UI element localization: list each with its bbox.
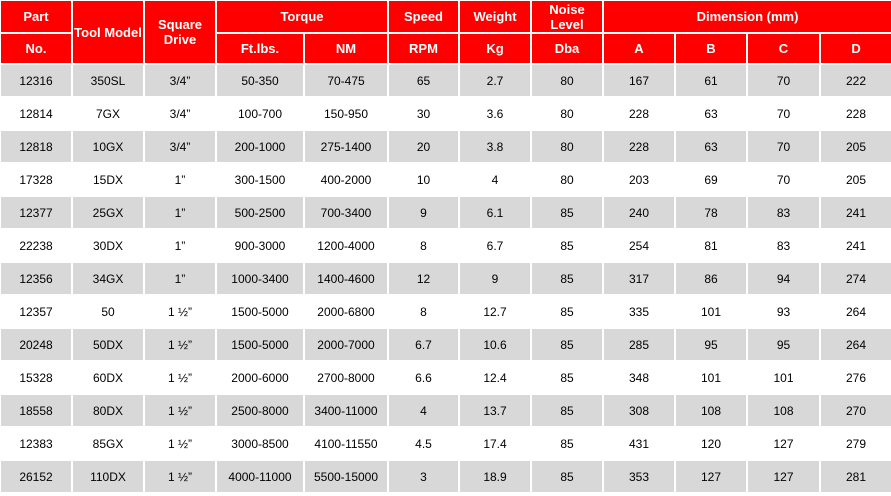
dim-b-cell: 69	[676, 164, 746, 195]
weight-kg-cell: 17.4	[460, 428, 530, 459]
dim-b-cell: 61	[676, 65, 746, 96]
table-row	[1, 428, 891, 459]
torque-nm-cell: 3400-11000	[305, 395, 387, 426]
noise-dba-cell: 85	[532, 230, 602, 261]
tool-model-cell: 30DX	[73, 230, 143, 261]
square-drive-cell: 3/4”	[145, 98, 215, 129]
square-drive-cell: 1 ½”	[145, 296, 215, 327]
header-row-top	[1, 1, 891, 32]
dim-b-cell: 120	[676, 428, 746, 459]
tool-model-cell: 350SL	[73, 65, 143, 96]
dim-a-cell: 240	[604, 197, 674, 228]
torque-ftlbs-cell: 1500-5000	[217, 329, 303, 360]
header-ftlbs: Ft.lbs.	[217, 34, 303, 63]
speed-rpm-cell: 12	[389, 263, 458, 294]
noise-dba-cell: 85	[532, 197, 602, 228]
header-part: Part	[1, 1, 71, 32]
torque-nm-cell: 275-1400	[305, 131, 387, 162]
dim-d-cell: 205	[821, 131, 891, 162]
weight-kg-cell: 10.6	[460, 329, 530, 360]
torque-nm-cell: 70-475	[305, 65, 387, 96]
torque-ftlbs-cell: 50-350	[217, 65, 303, 96]
dim-c-cell: 70	[748, 131, 819, 162]
tool-model-cell: 80DX	[73, 395, 143, 426]
tool-model-cell: 85GX	[73, 428, 143, 459]
weight-kg-cell: 3.8	[460, 131, 530, 162]
dim-d-cell: 264	[821, 296, 891, 327]
dim-b-cell: 86	[676, 263, 746, 294]
part-no-cell: 20248	[1, 329, 71, 360]
weight-kg-cell: 9	[460, 263, 530, 294]
table-row	[1, 362, 891, 393]
torque-nm-cell: 1400-4600	[305, 263, 387, 294]
dim-c-cell: 95	[748, 329, 819, 360]
tool-model-cell: 25GX	[73, 197, 143, 228]
speed-rpm-cell: 4	[389, 395, 458, 426]
dim-d-cell: 241	[821, 197, 891, 228]
header-torque: Torque	[217, 1, 387, 32]
tool-model-cell: 10GX	[73, 131, 143, 162]
header-kg: Kg	[460, 34, 530, 63]
dim-d-cell: 205	[821, 164, 891, 195]
table-row	[1, 98, 891, 129]
dim-d-cell: 264	[821, 329, 891, 360]
dim-b-cell: 81	[676, 230, 746, 261]
table-row	[1, 65, 891, 96]
dim-b-cell: 127	[676, 461, 746, 492]
torque-nm-cell: 4100-11550	[305, 428, 387, 459]
weight-kg-cell: 18.9	[460, 461, 530, 492]
dim-b-cell: 78	[676, 197, 746, 228]
tool-model-cell: 60DX	[73, 362, 143, 393]
dim-b-cell: 63	[676, 131, 746, 162]
noise-dba-cell: 85	[532, 461, 602, 492]
speed-rpm-cell: 9	[389, 197, 458, 228]
dim-a-cell: 285	[604, 329, 674, 360]
speed-rpm-cell: 6.6	[389, 362, 458, 393]
header-noise-level: Noise Level	[532, 1, 602, 32]
speed-rpm-cell: 6.7	[389, 329, 458, 360]
torque-ftlbs-cell: 2500-8000	[217, 395, 303, 426]
part-no-cell: 15328	[1, 362, 71, 393]
dim-c-cell: 83	[748, 230, 819, 261]
torque-ftlbs-cell: 200-1000	[217, 131, 303, 162]
table-row	[1, 296, 891, 327]
torque-ftlbs-cell: 500-2500	[217, 197, 303, 228]
square-drive-cell: 1 ½”	[145, 428, 215, 459]
dim-b-cell: 108	[676, 395, 746, 426]
square-drive-cell: 1 ½”	[145, 362, 215, 393]
dim-c-cell: 108	[748, 395, 819, 426]
dim-a-cell: 353	[604, 461, 674, 492]
part-no-cell: 12316	[1, 65, 71, 96]
table-row	[1, 329, 891, 360]
dim-d-cell: 279	[821, 428, 891, 459]
noise-dba-cell: 85	[532, 428, 602, 459]
square-drive-cell: 3/4”	[145, 131, 215, 162]
tool-model-cell: 110DX	[73, 461, 143, 492]
dim-c-cell: 83	[748, 197, 819, 228]
weight-kg-cell: 3.6	[460, 98, 530, 129]
dim-a-cell: 335	[604, 296, 674, 327]
square-drive-cell: 1 ½”	[145, 395, 215, 426]
tool-model-cell: 50DX	[73, 329, 143, 360]
torque-nm-cell: 150-950	[305, 98, 387, 129]
table-header	[1, 1, 891, 63]
dim-a-cell: 348	[604, 362, 674, 393]
dim-c-cell: 94	[748, 263, 819, 294]
square-drive-cell: 1 ½”	[145, 329, 215, 360]
weight-kg-cell: 4	[460, 164, 530, 195]
torque-nm-cell: 700-3400	[305, 197, 387, 228]
header-rpm: RPM	[389, 34, 458, 63]
header-dim-a: A	[604, 34, 674, 63]
tool-model-cell: 7GX	[73, 98, 143, 129]
dim-d-cell: 274	[821, 263, 891, 294]
header-part-no: No.	[1, 34, 71, 63]
weight-kg-cell: 13.7	[460, 395, 530, 426]
square-drive-cell: 1”	[145, 164, 215, 195]
torque-ftlbs-cell: 900-3000	[217, 230, 303, 261]
torque-ftlbs-cell: 2000-6000	[217, 362, 303, 393]
dim-b-cell: 101	[676, 296, 746, 327]
noise-dba-cell: 85	[532, 296, 602, 327]
noise-dba-cell: 80	[532, 65, 602, 96]
dim-c-cell: 70	[748, 65, 819, 96]
dim-d-cell: 228	[821, 98, 891, 129]
dim-a-cell: 308	[604, 395, 674, 426]
dim-a-cell: 228	[604, 98, 674, 129]
part-no-cell: 12814	[1, 98, 71, 129]
torque-nm-cell: 1200-4000	[305, 230, 387, 261]
square-drive-cell: 1”	[145, 263, 215, 294]
dim-b-cell: 95	[676, 329, 746, 360]
speed-rpm-cell: 65	[389, 65, 458, 96]
noise-dba-cell: 80	[532, 164, 602, 195]
header-dim-b: B	[676, 34, 746, 63]
speed-rpm-cell: 8	[389, 296, 458, 327]
torque-ftlbs-cell: 3000-8500	[217, 428, 303, 459]
weight-kg-cell: 12.7	[460, 296, 530, 327]
table-row	[1, 131, 891, 162]
torque-nm-cell: 2000-7000	[305, 329, 387, 360]
noise-dba-cell: 80	[532, 98, 602, 129]
dim-a-cell: 431	[604, 428, 674, 459]
part-no-cell: 12383	[1, 428, 71, 459]
part-no-cell: 12818	[1, 131, 71, 162]
speed-rpm-cell: 10	[389, 164, 458, 195]
table-row	[1, 461, 891, 492]
dim-c-cell: 127	[748, 428, 819, 459]
dim-d-cell: 270	[821, 395, 891, 426]
dim-c-cell: 127	[748, 461, 819, 492]
noise-dba-cell: 85	[532, 362, 602, 393]
speed-rpm-cell: 8	[389, 230, 458, 261]
part-no-cell: 17328	[1, 164, 71, 195]
torque-ftlbs-cell: 4000-11000	[217, 461, 303, 492]
dim-a-cell: 203	[604, 164, 674, 195]
dim-d-cell: 281	[821, 461, 891, 492]
dim-c-cell: 70	[748, 164, 819, 195]
dim-c-cell: 70	[748, 98, 819, 129]
square-drive-cell: 1 ½”	[145, 461, 215, 492]
part-no-cell: 26152	[1, 461, 71, 492]
speed-rpm-cell: 4.5	[389, 428, 458, 459]
noise-dba-cell: 85	[532, 395, 602, 426]
header-nm: NM	[305, 34, 387, 63]
dim-b-cell: 63	[676, 98, 746, 129]
table-row	[1, 164, 891, 195]
part-no-cell: 12356	[1, 263, 71, 294]
dim-d-cell: 276	[821, 362, 891, 393]
noise-dba-cell: 80	[532, 131, 602, 162]
weight-kg-cell: 2.7	[460, 65, 530, 96]
noise-dba-cell: 85	[532, 263, 602, 294]
header-dba: Dba	[532, 34, 602, 63]
square-drive-cell: 3/4”	[145, 65, 215, 96]
dim-a-cell: 317	[604, 263, 674, 294]
table-row	[1, 230, 891, 261]
torque-ftlbs-cell: 1500-5000	[217, 296, 303, 327]
table-row	[1, 197, 891, 228]
dim-a-cell: 167	[604, 65, 674, 96]
table-row	[1, 395, 891, 426]
speed-rpm-cell: 20	[389, 131, 458, 162]
header-tool-model: Tool Model	[73, 1, 143, 63]
dim-c-cell: 93	[748, 296, 819, 327]
weight-kg-cell: 12.4	[460, 362, 530, 393]
square-drive-cell: 1”	[145, 197, 215, 228]
torque-nm-cell: 5500-15000	[305, 461, 387, 492]
header-weight: Weight	[460, 1, 530, 32]
torque-ftlbs-cell: 100-700	[217, 98, 303, 129]
torque-nm-cell: 2700-8000	[305, 362, 387, 393]
header-dimension: Dimension (mm)	[604, 1, 891, 32]
weight-kg-cell: 6.1	[460, 197, 530, 228]
table-row	[1, 263, 891, 294]
dim-b-cell: 101	[676, 362, 746, 393]
header-dim-c: C	[748, 34, 819, 63]
dim-d-cell: 222	[821, 65, 891, 96]
dim-c-cell: 101	[748, 362, 819, 393]
header-square-drive: Square Drive	[145, 1, 215, 63]
torque-ftlbs-cell: 1000-3400	[217, 263, 303, 294]
part-no-cell: 12377	[1, 197, 71, 228]
tool-model-cell: 50	[73, 296, 143, 327]
part-no-cell: 12357	[1, 296, 71, 327]
square-drive-cell: 1”	[145, 230, 215, 261]
speed-rpm-cell: 3	[389, 461, 458, 492]
tool-model-cell: 34GX	[73, 263, 143, 294]
noise-dba-cell: 85	[532, 329, 602, 360]
header-dim-d: D	[821, 34, 891, 63]
speed-rpm-cell: 30	[389, 98, 458, 129]
torque-nm-cell: 2000-6800	[305, 296, 387, 327]
torque-nm-cell: 400-2000	[305, 164, 387, 195]
part-no-cell: 18558	[1, 395, 71, 426]
dim-a-cell: 228	[604, 131, 674, 162]
weight-kg-cell: 6.7	[460, 230, 530, 261]
part-no-cell: 22238	[1, 230, 71, 261]
table-body	[1, 65, 891, 492]
torque-ftlbs-cell: 300-1500	[217, 164, 303, 195]
tool-model-cell: 15DX	[73, 164, 143, 195]
dim-d-cell: 241	[821, 230, 891, 261]
dim-a-cell: 254	[604, 230, 674, 261]
header-speed: Speed	[389, 1, 458, 32]
